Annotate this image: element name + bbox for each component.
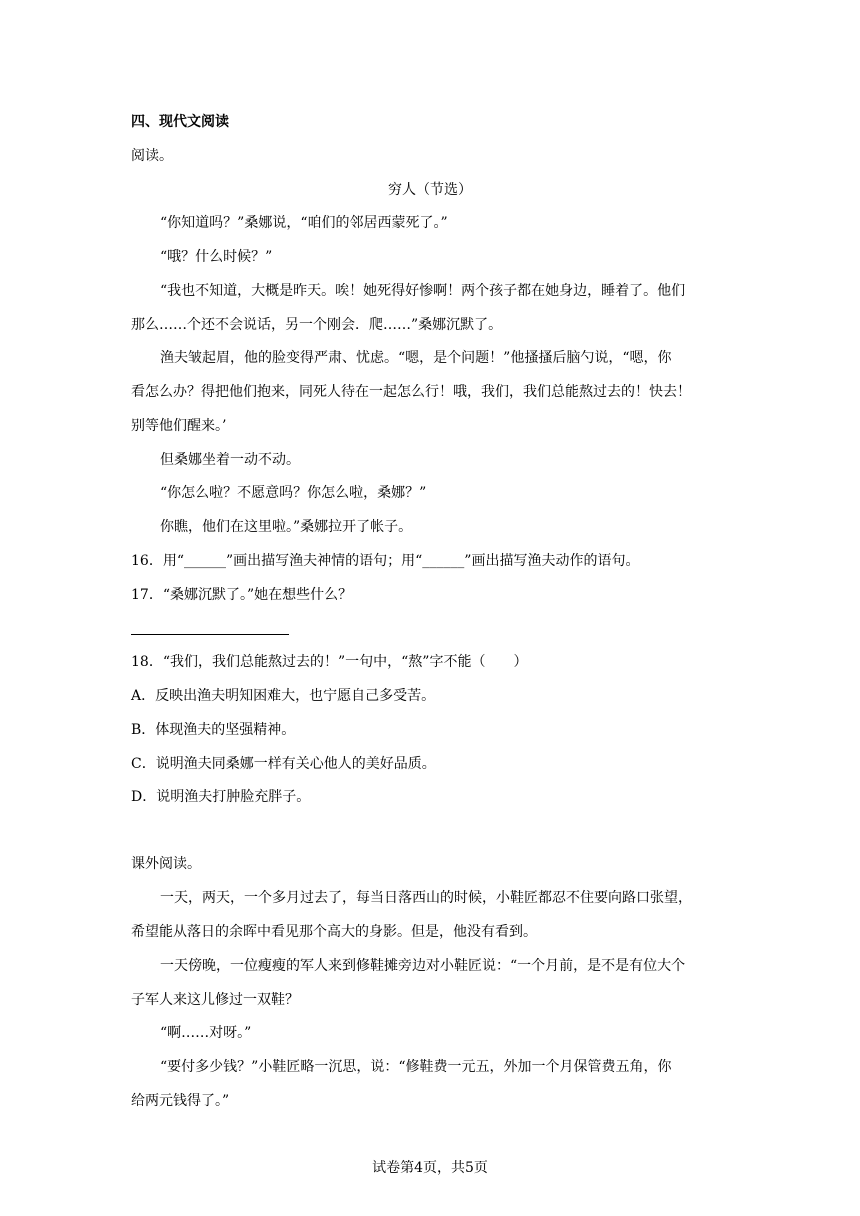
option-b[interactable]: B．体现渔夫的坚强精神。	[131, 722, 296, 738]
passage-line: 但桑娜坐着一动不动。	[160, 452, 300, 468]
passage-line: 那么……个还不会说话，另一个刚会．爬……”桑娜沉默了。	[131, 317, 503, 333]
option-a[interactable]: A．反映出渔夫明知困难大，也宁愿自己多受苦。	[131, 688, 436, 704]
passage-line: 渔夫皱起眉，他的脸变得严肃、忧虑。“嗯，是个问题！”他搔搔后脑勺说，“嗯，你	[160, 350, 672, 366]
extracurricular-instruction: 课外阅读。	[131, 856, 201, 872]
question-16: 16．用“______”画出描写渔夫神情的语句；用“______”画出描写渔夫动作的语句。	[131, 553, 640, 569]
passage-line: “哦？什么时候？”	[160, 249, 273, 265]
passage-line: “你知道吗？”桑娜说，“咱们的邻居西蒙死了。”	[160, 215, 448, 231]
passage2-line: 希望能从落日的余晖中看见那个高大的身影。但是，他没有看到。	[131, 924, 537, 940]
passage2-line: 子军人来这儿修过一双鞋？	[131, 992, 299, 1008]
passage2-line: 给两元钱得了。”	[131, 1093, 230, 1109]
section-heading: 四、现代文阅读	[131, 114, 229, 130]
answer-blank-line[interactable]	[131, 634, 289, 635]
page-footer: 试卷第4页，共5页	[372, 1160, 488, 1176]
question-17: 17．“桑娜沉默了。”她在想些什么？	[131, 587, 353, 603]
passage-title: 穷人（节选）	[388, 182, 472, 198]
passage2-line: “啊……对呀。”	[160, 1025, 252, 1041]
passage2-line: “要付多少钱？”小鞋匠略一沉思，说：“修鞋费一元五，外加一个月保管费五角，你	[160, 1059, 672, 1075]
passage-line: 别等他们醒来。’	[131, 418, 227, 434]
passage-line: “你怎么啦？不愿意吗？你怎么啦，桑娜？”	[160, 485, 427, 501]
option-c[interactable]: C．说明渔夫同桑娜一样有关心他人的美好品质。	[131, 756, 436, 772]
passage-line: 看怎么办？得把他们抱来，同死人待在一起怎么行！哦，我们，我们总能熬过去的！快去！	[131, 384, 691, 400]
passage2-line: 一天，两天，一个多月过去了，每当日落西山的时候，小鞋匠都忍不住要向路口张望，	[160, 890, 692, 906]
reading-instruction: 阅读。	[131, 148, 173, 164]
passage-line: “我也不知道，大概是昨天。唉！她死得好惨啊！两个孩子都在她身边，睡着了。他们	[160, 283, 686, 299]
option-d[interactable]: D．说明渔夫打肿脸充胖子。	[131, 789, 311, 805]
question-18: 18．“我们，我们总能熬过去的！”一句中，“熬”字不能（ ）	[131, 654, 528, 670]
passage2-line: 一天傍晚，一位瘦瘦的军人来到修鞋摊旁边对小鞋匠说：“一个月前，是不是有位大个	[160, 958, 686, 974]
passage-line: 你瞧，他们在这里啦。”桑娜拉开了帐子。	[160, 519, 413, 535]
